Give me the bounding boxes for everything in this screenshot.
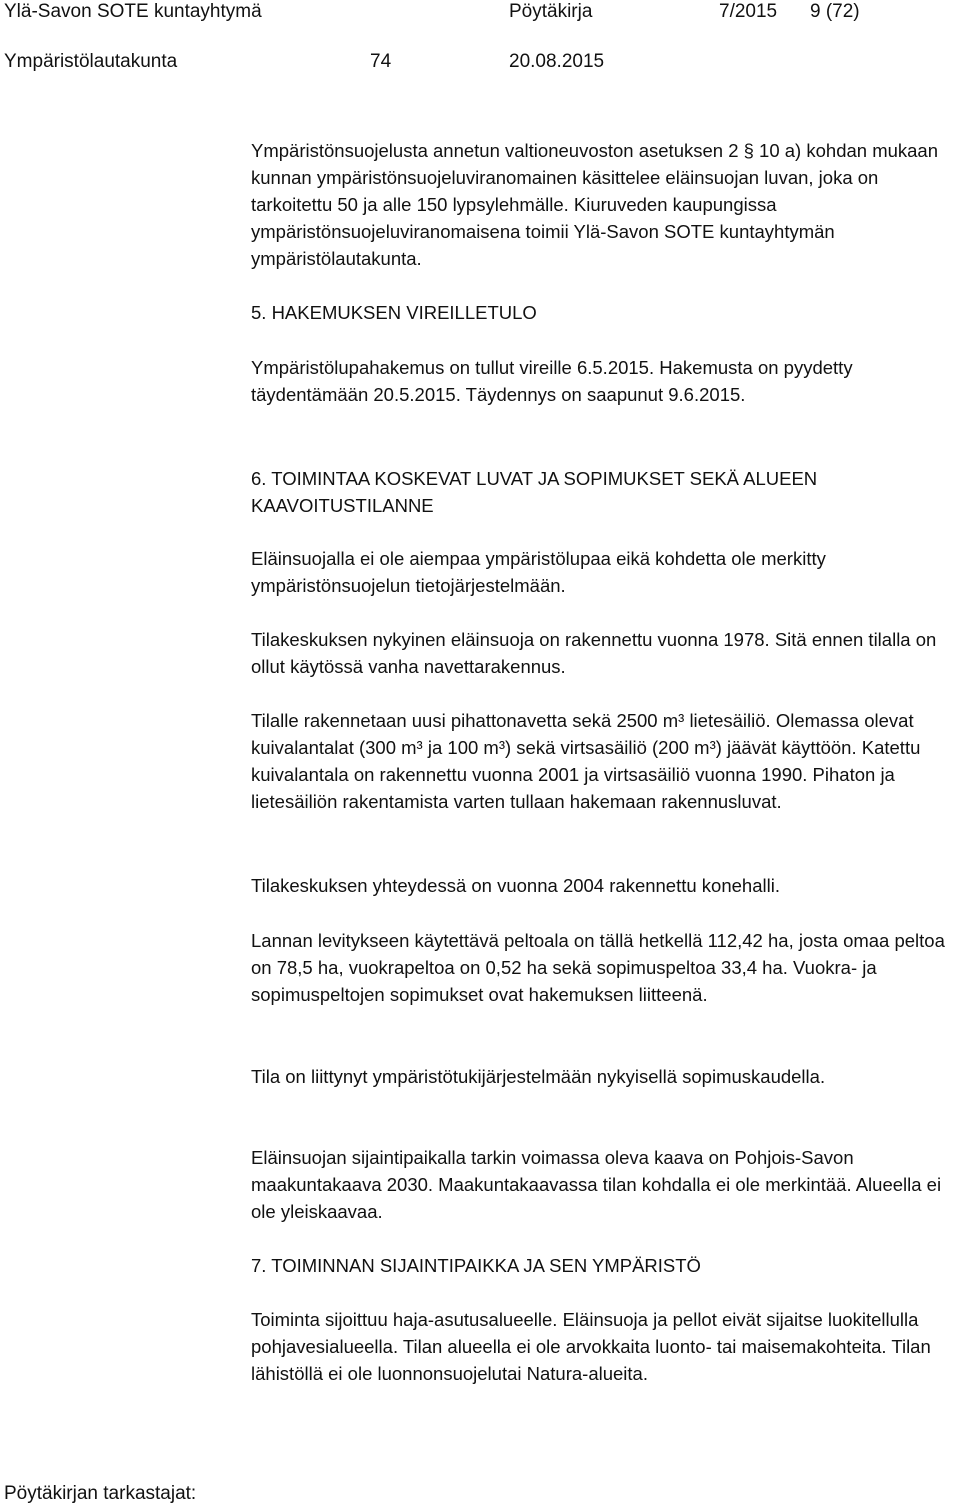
paragraph-machine-hall — [251, 872, 956, 899]
section-heading-6 — [251, 465, 956, 519]
paragraph-legal-basis — [251, 137, 956, 272]
heading-text: 7. TOIMINNAN SIJAINTIPAIKKA JA SEN YMPÄRISTÖ — [251, 1255, 701, 1276]
paragraph-text: Lannan levitykseen käytettävä peltoala on tällä hetkellä 112,42 ha, josta omaa peltoa on 78,5 ha, vuokrapeltoa on 0,52 ha sekä sopimuspeltoa 33,4 ha. Vuokra- ja sopimuspeltojen sopimukset ovat hakemuksen liitteenä. — [251, 930, 945, 1005]
paragraph-location — [251, 1306, 956, 1387]
paragraph-current-building — [251, 626, 956, 680]
meeting-date: 20.08.2015 — [509, 51, 605, 72]
section-heading-7 — [251, 1252, 956, 1279]
paragraph-text: Toiminta sijoittuu haja-asutusalueelle. Eläinsuoja ja pellot eivät sijaitse luokitellulla pohjavesialueella. Tilan alueella ei ole arvokkaita luonto- tai maisemakohteita. Tilan lähistöllä ei ole luonnonsuojelutai Natura-alueita. — [251, 1309, 931, 1384]
paragraph-text: Tilalle rakennetaan uusi pihattonavetta sekä 2500 m³ lietesäiliö. Olemassa olevat kuivalantalat (300 m³ ja 100 m³) sekä virtsasäiliö (200 m³) jäävät käyttöön. Katettu kuivalantala on rakennettu vuonna 2001 ja virtsasäiliö vuonna 1990. Pihaton ja lietesäiliön rakentamista varten tullaan hakemaan rakennusluvat. — [251, 710, 921, 812]
heading-text: 6. TOIMINTAA KOSKEVAT LUVAT JA SOPIMUKSET SEKÄ ALUEEN KAAVOITUSTILANNE — [251, 468, 818, 516]
paragraph-text: Tila on liittynyt ympäristötukijärjestelmään nykyisellä sopimuskaudella. — [251, 1066, 826, 1087]
paragraph-text: Eläinsuojalla ei ole aiempaa ympäristölupaa eikä kohdetta ole merkitty ympäristönsuojelun tietojärjestelmään. — [251, 548, 826, 596]
paragraph-text: Ympäristönsuojelusta annetun valtioneuvoston asetuksen 2 § 10 a) kohdan mukaan kunnan ympäristönsuojeluviranomainen käsittelee eläinsuojan luvan, joka on tarkoitettu 50 ja alle 150 lypsylehmälle. Kiuruveden kaupungissa ympäristönsuojeluviranomaisena toimii Ylä-Savon SOTE kuntayhtymän ympäristölautakunta. — [251, 140, 939, 269]
board-name: Ympäristölautakunta — [4, 51, 178, 72]
paragraph-text: Ympäristölupahakemus on tullut vireille 6.5.2015. Hakemusta on pyydetty täydentämään 20.5.2015. Täydennys on saapunut 9.6.2015. — [251, 357, 853, 405]
paragraph-text: Eläinsuojan sijaintipaikalla tarkin voimassa oleva kaava on Pohjois-Savon maakuntakaava 2030. Maakuntakaavassa tilan kohdalla ei ole merkintää. Alueella ei ole yleiskaavaa. — [251, 1147, 942, 1222]
document-number: 7/2015 — [719, 1, 778, 22]
heading-text: 5. HAKEMUKSEN VIREILLETULO — [251, 302, 537, 323]
section-number: 74 — [370, 51, 392, 72]
paragraph-new-construction — [251, 707, 956, 815]
section-heading-5 — [251, 299, 956, 326]
paragraph-application-filing — [251, 354, 956, 408]
paragraph-zoning — [251, 1144, 956, 1225]
paragraph-text: Tilakeskuksen nykyinen eläinsuoja on rakennettu vuonna 1978. Sitä ennen tilalla on ollut käytössä vanha navettarakennus. — [251, 629, 937, 677]
paragraph-no-previous-permit — [251, 545, 956, 599]
minutes-reviewers-label: Pöytäkirjan tarkastajat: — [4, 1483, 197, 1504]
document-type: Pöytäkirja — [509, 1, 593, 22]
paragraph-environmental-support — [251, 1063, 956, 1090]
organization-name: Ylä-Savon SOTE kuntayhtymä — [4, 1, 262, 22]
paragraph-text: Tilakeskuksen yhteydessä on vuonna 2004 rakennettu konehalli. — [251, 875, 780, 896]
page-number: 9 (72) — [810, 1, 860, 22]
paragraph-field-area — [251, 927, 956, 1008]
